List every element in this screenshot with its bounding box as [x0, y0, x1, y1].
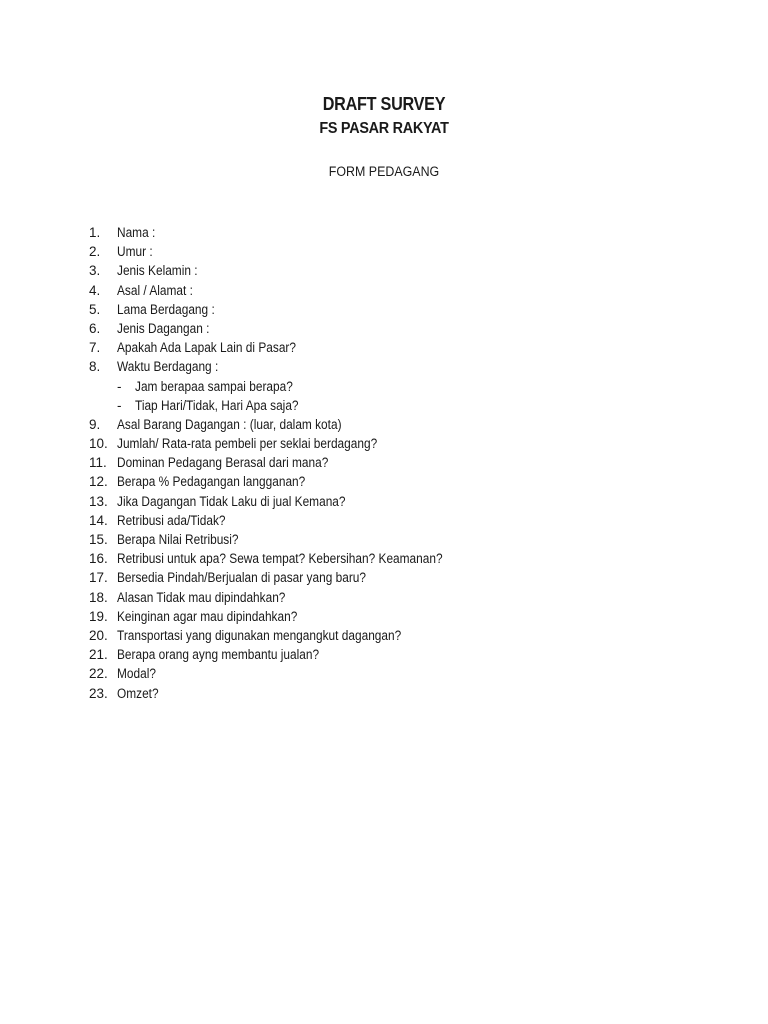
question-text: Dominan Pedagang Berasal dari mana? [117, 455, 329, 471]
question-number: 14. [89, 512, 108, 528]
sub-item-text: Jam berapaa sampai berapa? [135, 378, 293, 394]
question-item [89, 319, 487, 338]
question-number: 1. [89, 225, 101, 240]
question-item [89, 568, 487, 587]
question-text: Waktu Berdagang : [117, 359, 219, 375]
document-subtitle: FS PASAR RAKYAT [319, 120, 449, 137]
question-text: Berapa orang ayng membantu jualan? [117, 647, 320, 663]
question-list [89, 223, 487, 703]
sub-item [89, 377, 487, 396]
question-item [89, 300, 487, 319]
question-item [89, 281, 487, 300]
question-item [89, 415, 487, 434]
question-text: Jenis Kelamin : [117, 263, 198, 279]
question-text: Retribusi untuk apa? Sewa tempat? Kebersihan? Keamanan? [117, 551, 443, 567]
question-number: 9. [89, 416, 101, 432]
question-number: 19. [89, 608, 108, 624]
question-text: Jumlah/ Rata-rata pembeli per seklai berdagang? [117, 436, 378, 452]
question-text: Berapa Nilai Retribusi? [117, 532, 239, 547]
form-label: FORM PEDAGANG [328, 164, 440, 179]
question-number: 20. [89, 627, 108, 643]
question-item [89, 684, 487, 703]
sub-item-text: Tiap Hari/Tidak, Hari Apa saja? [135, 397, 299, 413]
question-item [89, 626, 487, 645]
question-text: Modal? [117, 666, 156, 682]
question-text: Asal Barang Dagangan : (luar, dalam kota) [117, 416, 342, 432]
question-item [89, 645, 487, 664]
question-text: Omzet? [117, 685, 159, 701]
question-number: 22. [89, 666, 108, 682]
question-item [89, 549, 487, 568]
question-number: 11. [89, 455, 107, 471]
question-item [89, 607, 487, 626]
question-text: Berapa % Pedagangan langganan? [117, 474, 306, 490]
question-number: 6. [89, 320, 101, 336]
question-number: 21. [89, 647, 108, 663]
question-item [89, 530, 487, 549]
question-number: 2. [89, 244, 101, 260]
question-text: Transportasi yang digunakan mengangkut dagangan? [117, 627, 402, 643]
question-item [89, 492, 487, 511]
sub-item-marker: - [117, 378, 122, 394]
question-text: Nama : [117, 225, 156, 240]
question-text: Lama Berdagang : [117, 301, 215, 317]
question-number: 3. [89, 263, 101, 279]
question-number: 5. [89, 301, 101, 317]
question-text: Asal / Alamat : [117, 282, 193, 298]
question-text: Jika Dagangan Tidak Laku di jual Kemana? [117, 493, 346, 509]
question-number: 23. [89, 685, 108, 701]
question-number: 8. [89, 359, 101, 375]
question-number: 15. [89, 532, 108, 547]
question-item [89, 357, 487, 376]
question-number: 12. [89, 474, 108, 490]
question-text: Jenis Dagangan : [117, 320, 210, 336]
question-item [89, 434, 487, 453]
question-text: Keinginan agar mau dipindahkan? [117, 608, 298, 624]
question-text: Bersedia Pindah/Berjualan di pasar yang baru? [117, 570, 366, 586]
question-item [89, 453, 487, 472]
question-item [89, 338, 487, 357]
question-item [89, 261, 487, 280]
question-number: 17. [89, 570, 108, 586]
question-item [89, 588, 487, 607]
question-item [89, 242, 487, 261]
question-item [89, 511, 487, 530]
sub-item-marker: - [117, 397, 122, 413]
question-item [89, 223, 487, 242]
document-title: DRAFT SURVEY [322, 94, 446, 114]
question-item [89, 472, 487, 491]
question-item [89, 664, 487, 683]
question-number: 18. [89, 589, 108, 605]
question-text: Apakah Ada Lapak Lain di Pasar? [117, 340, 296, 356]
question-number: 16. [89, 551, 108, 567]
question-number: 10. [89, 436, 108, 452]
question-text: Umur : [117, 244, 153, 260]
question-number: 7. [89, 340, 101, 356]
question-text: Retribusi ada/Tidak? [117, 512, 226, 528]
question-number: 4. [89, 282, 101, 298]
question-text: Alasan Tidak mau dipindahkan? [117, 589, 286, 605]
question-number: 13. [89, 493, 108, 509]
sub-item [89, 396, 487, 415]
